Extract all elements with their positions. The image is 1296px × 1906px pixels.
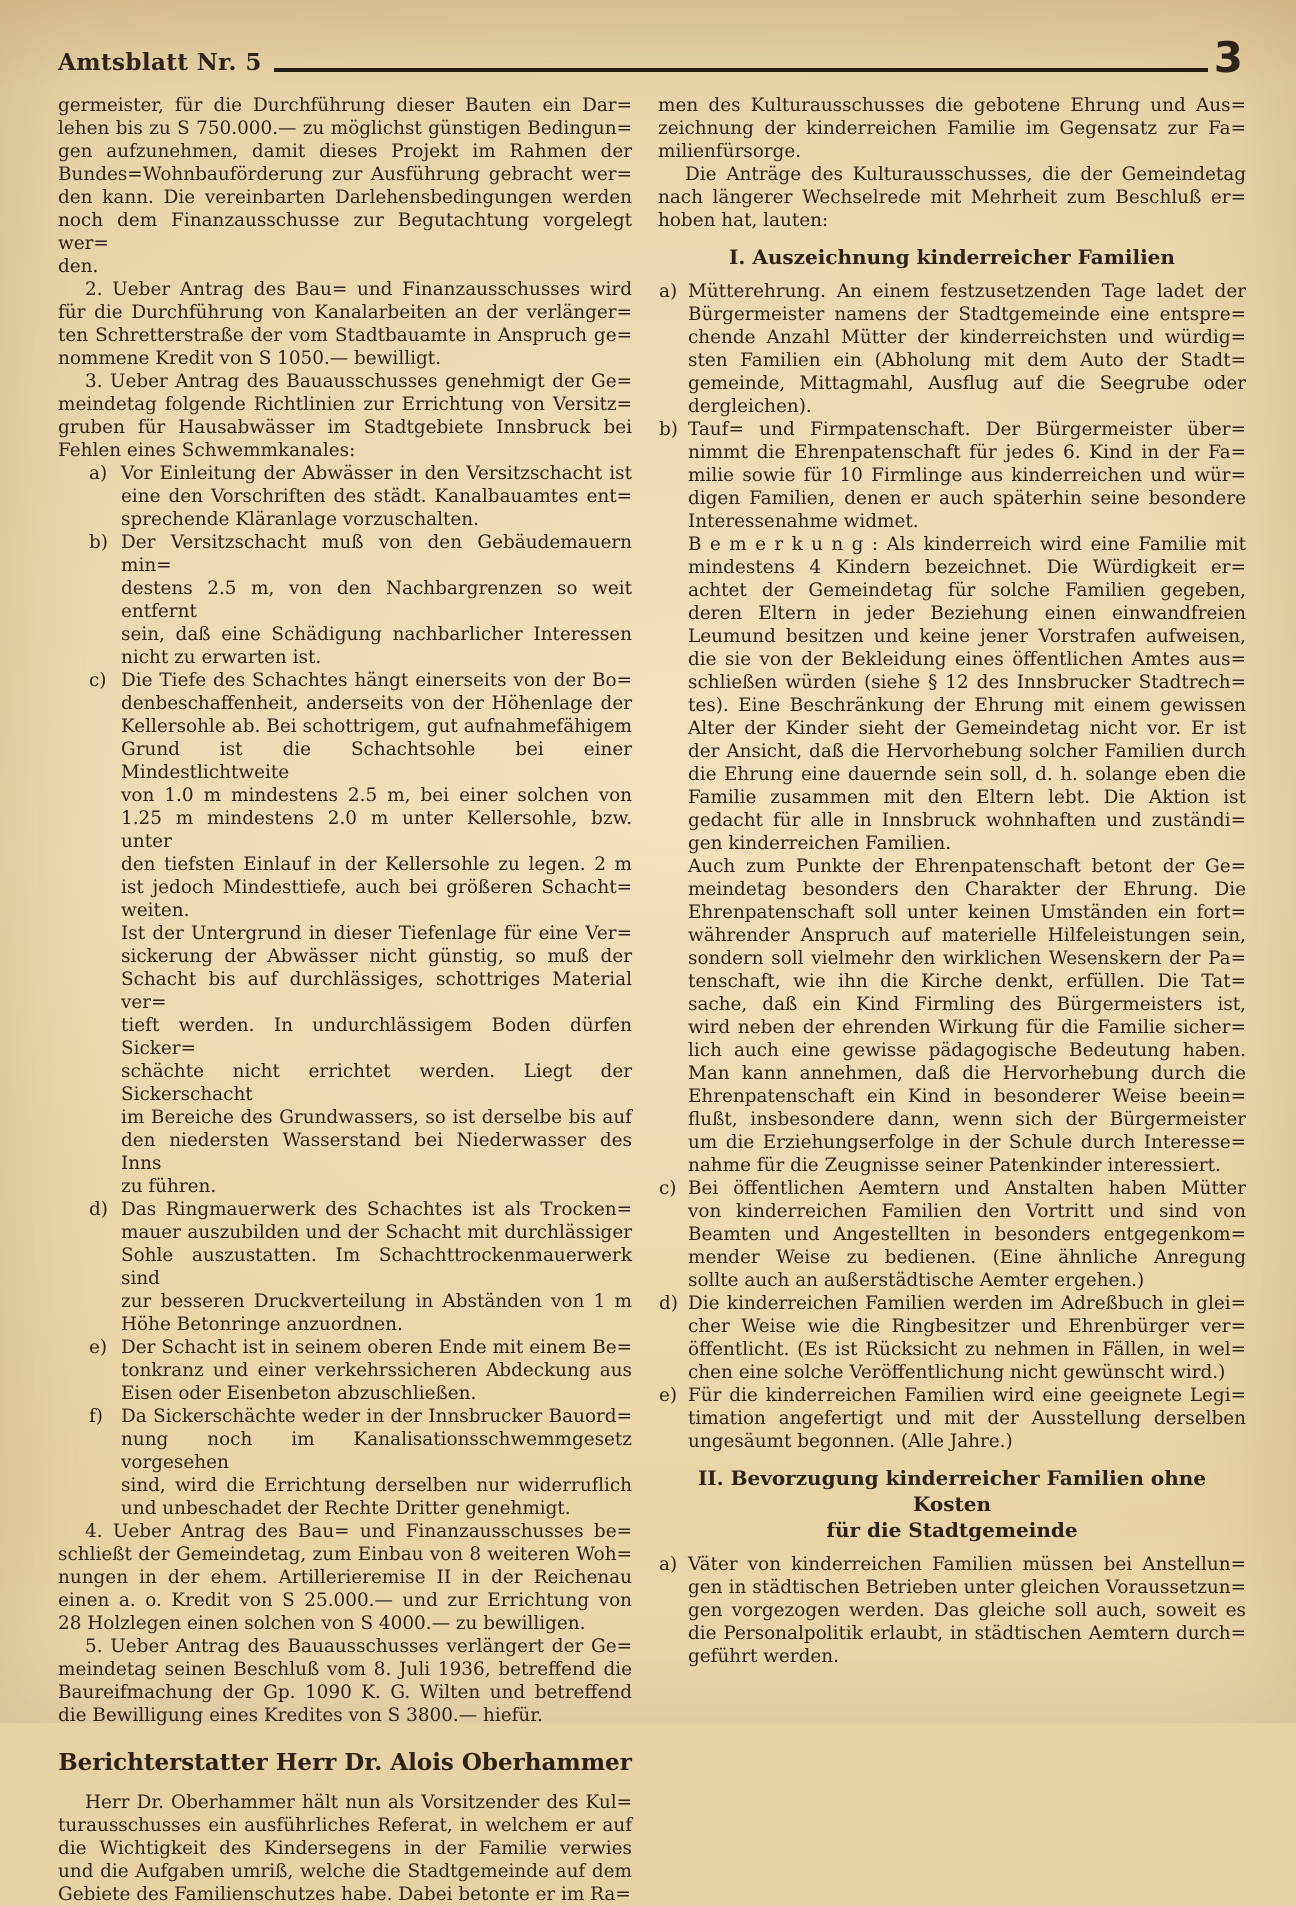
text-line: Ist der Untergrund in dieser Tiefenlage für eine Ver=	[121, 922, 632, 944]
text-line: hoben hat, lauten:	[658, 209, 829, 231]
text-line: Der Schacht ist in seinem oberen Ende mit einem Be=	[121, 1336, 632, 1358]
text-line: von 1.0 m mindestens 2.5 m, bei einer solchen von	[121, 784, 632, 806]
list-item	[58, 922, 632, 1198]
text-line: zur besseren Druckverteilung in Abständen von 1 m	[121, 1290, 632, 1312]
text-line: Sohle auszustatten. Im Schachttrockenmauerwerk sind	[121, 1244, 632, 1289]
text-line: mauer auszubilden und der Schacht mit durchlässiger	[121, 1221, 632, 1243]
list-marker: b)	[659, 418, 678, 440]
list-marker: d)	[89, 1198, 108, 1220]
text-line: mender Weise zu bedienen. (Eine ähnliche Anregung	[688, 1246, 1246, 1268]
text-line: den niedersten Wasserstand bei Niederwasser des Inns	[121, 1129, 632, 1174]
section-heading	[658, 1465, 1246, 1543]
section-heading	[658, 244, 1246, 270]
text-line: Grund ist die Schachtsohle bei einer Mindestlichtweite	[121, 738, 632, 783]
text-line: weiten.	[121, 899, 190, 921]
text-line: Höhe Betonringe anzuordnen.	[121, 1313, 403, 1335]
text-line: eine den Vorschriften des städt. Kanalbauamtes ent=	[121, 485, 632, 507]
text-line: gen aufzunehmen, damit dieses Projekt im Rahmen der	[58, 140, 632, 162]
text-line: Die kinderreichen Familien werden im Adreßbuch in glei=	[688, 1292, 1246, 1314]
text-line: die Personalpolitik erlaubt, in städtischen Aemtern durch=	[688, 1622, 1246, 1644]
right-column	[658, 94, 1246, 1906]
paragraph	[58, 1635, 632, 1727]
text-line: Herr Dr. Oberhammer hält nun als Vorsitzender des Kul=	[85, 1791, 632, 1813]
text-line: gedacht für alle in Innsbruck wohnhaften und zuständi=	[688, 809, 1246, 831]
text-line: ten Schretterstraße der vom Stadtbauamte in Anspruch ge=	[58, 324, 632, 346]
text-line: Das Ringmauerwerk des Schachtes ist als Trocken=	[121, 1198, 632, 1220]
text-line: Fehlen eines Schwemmkanales:	[58, 439, 356, 461]
text-line: Für die kinderreichen Familien wird eine geeignete Legi=	[688, 1384, 1246, 1406]
text-line: Kellersohle ab. Bei schottrigem, gut aufnahmefähigem	[121, 715, 632, 737]
list-item	[58, 669, 632, 922]
text-line: tes). Eine Beschränkung der Ehrung mit einem gewissen	[688, 694, 1246, 716]
text-line: lehen bis zu S 750.000.— zu möglichst günstigen Bedingun=	[58, 117, 632, 139]
left-column	[58, 94, 632, 1906]
text-line: timation angefertigt und mit der Ausstellung derselben	[688, 1407, 1246, 1429]
text-line: II. Bevorzugung kinderreicher Familien ohne Kosten	[697, 1465, 1207, 1516]
list-item	[658, 1553, 1246, 1668]
list-marker: a)	[659, 280, 678, 302]
section-heading	[58, 1748, 632, 1777]
text-line: meindetag folgende Richtlinien zur Errichtung von Versitz=	[58, 393, 632, 415]
text-line: sten Familien ein (Abholung mit dem Auto der Stadt=	[688, 349, 1246, 371]
paragraph	[58, 278, 632, 370]
text-line: deren Eltern in jeder Beziehung einen einwandfreien	[688, 602, 1246, 624]
text-line: nahme für die Zeugnisse seiner Patenkinder interessiert.	[688, 1154, 1221, 1176]
text-line: sprechende Kläranlage vorzuschalten.	[121, 508, 479, 530]
text-line: Man kann annehmen, daß die Hervorhebung durch die	[688, 1062, 1246, 1084]
list-item	[58, 1198, 632, 1336]
text-line: geführt werden.	[688, 1645, 839, 1667]
text-line: die sie von der Bekleidung eines öffentlichen Amtes aus=	[688, 648, 1246, 670]
page-number: 3	[1213, 33, 1244, 82]
text-line: milie sowie für 10 Firmlinge aus kinderreichen und wür=	[688, 464, 1246, 486]
list-item	[658, 1292, 1246, 1384]
text-line: Eisen oder Eisenbeton abzuschließen.	[121, 1382, 477, 1404]
text-line: und unbeschadet der Rechte Dritter genehmigt.	[121, 1497, 571, 1519]
text-line: einen a. o. Kredit von S 25.000.— und zur Errichtung von	[58, 1589, 632, 1611]
text-line: für die Stadtgemeinde	[826, 1517, 1078, 1542]
text-line: germeister, für die Durchführung dieser Bauten ein Dar=	[58, 94, 632, 116]
text-line: den.	[58, 255, 99, 277]
text-line: nung noch im Kanalisationsschwemmgesetz vorgesehen	[121, 1428, 632, 1473]
list-marker: a)	[659, 1553, 678, 1575]
text-line: chende Anzahl Mütter der kinderreichsten und würdig=	[688, 326, 1246, 348]
text-line: Die Tiefe des Schachtes hängt einerseits von der Bo=	[121, 669, 632, 691]
text-line: die Bewilligung eines Kredites von S 3800.— hiefür.	[58, 1704, 543, 1726]
list-item	[658, 1384, 1246, 1453]
text-line: zeichnung der kinderreichen Familie im Gegensatz zur Fa=	[658, 117, 1246, 139]
text-line: gen in städtischen Betrieben unter gleichen Voraussetzun=	[688, 1576, 1246, 1598]
list-item	[658, 418, 1246, 533]
list-marker: e)	[89, 1336, 108, 1358]
text-line: gruben für Hausabwässer im Stadtgebiete Innsbruck bei	[58, 416, 632, 438]
text-line: milienfürsorge.	[658, 140, 802, 162]
list-marker: a)	[89, 462, 108, 484]
text-line: währender Anspruch auf materielle Hilfeleistungen sein,	[688, 924, 1246, 946]
text-line: Der Versitzschacht muß von den Gebäudemauern min=	[121, 531, 632, 576]
text-line: 28 Holzlegen einen solchen von S 4000.— zu bewilligen.	[58, 1612, 586, 1634]
text-line: Ehrenpatenschaft soll unter keinen Umständen ein fort=	[688, 901, 1246, 923]
text-line: Familie zusammen mit den Eltern lebt. Die Aktion ist	[688, 786, 1246, 808]
text-line: Ehrenpatenschaft ein Kind in besonderer Weise beein=	[688, 1085, 1246, 1107]
text-line: öffentlicht. (Es ist Rücksicht zu nehmen in Fällen, in wel=	[688, 1338, 1246, 1360]
text-line: den tiefsten Einlauf in der Kellersohle zu legen. 2 m	[121, 853, 632, 875]
text-line: sollte auch an außerstädtische Aemter ergehen.)	[688, 1269, 1145, 1291]
text-line: Väter von kinderreichen Familien müssen bei Anstellun=	[688, 1553, 1246, 1575]
text-line: nach längerer Wechselrede mit Mehrheit zum Beschluß er=	[658, 186, 1246, 208]
text-line: nimmt die Ehrenpatenschaft für jedes 6. Kind in der Fa=	[688, 441, 1246, 463]
text-line: flußt, insbesondere dann, wenn sich der Bürgermeister	[688, 1108, 1246, 1130]
text-line: zu führen.	[121, 1175, 217, 1197]
text-line: von kinderreichen Familien den Vortritt und sind von	[688, 1200, 1246, 1222]
text-line: tieft werden. In undurchlässigem Boden dürfen Sicker=	[121, 1014, 632, 1059]
text-line: nicht zu erwarten ist.	[121, 646, 322, 668]
text-line: 3. Ueber Antrag des Bauausschusses genehmigt der Ge=	[85, 370, 632, 392]
text-line: Auch zum Punkte der Ehrenpatenschaft betont der Ge=	[688, 855, 1246, 877]
list-marker: c)	[659, 1177, 677, 1199]
paragraph	[58, 1791, 632, 1906]
text-line: Berichterstatter Herr Dr. Alois Oberhammer	[58, 1748, 632, 1776]
text-line: um die Erziehungserfolge in der Schule durch Interesse=	[688, 1131, 1246, 1153]
list-item	[658, 855, 1246, 1177]
list-marker: c)	[89, 669, 107, 691]
text-line: gen kinderreichen Familien.	[688, 832, 952, 854]
text-line: denbeschaffenheit, anderseits von der Höhenlage der	[121, 692, 632, 714]
text-line: Beamten und Angestellten in besonders entgegenkom=	[688, 1223, 1246, 1245]
paragraph	[658, 163, 1246, 232]
list-item	[58, 1405, 632, 1520]
text-line: sickerung der Abwässer nicht günstig, so muß der	[121, 945, 632, 967]
list-marker: f)	[89, 1405, 103, 1427]
text-line: meindetag besonders den Charakter der Ehrung. Die	[688, 878, 1246, 900]
text-line: Mütterehrung. An einem festzusetzenden Tage ladet der	[688, 280, 1246, 302]
text-line: noch dem Finanzausschusse zur Begutachtung vorgelegt wer=	[58, 209, 632, 254]
text-line: men des Kulturausschusses die gebotene Ehrung und Aus=	[658, 94, 1246, 116]
text-line: Da Sickerschächte weder in der Innsbrucker Bauord=	[121, 1405, 632, 1427]
text-line: sein, daß eine Schädigung nachbarlicher Interessen	[121, 623, 632, 645]
paragraph	[58, 94, 632, 278]
text-line: Gebiete des Familienschutzes habe. Dabei betonte er im Ra=	[58, 1883, 631, 1905]
text-line: wird neben der ehrenden Wirkung für die Familie sicher=	[688, 1016, 1246, 1038]
text-line: I. Auszeichnung kinderreicher Familien	[729, 244, 1175, 269]
text-line: schließen würden (siehe § 12 des Innsbrucker Stadtrech=	[688, 671, 1246, 693]
list-item	[58, 462, 632, 531]
text-line: Bei öffentlichen Aemtern und Anstalten haben Mütter	[688, 1177, 1246, 1199]
text-line: chen eine solche Veröffentlichung nicht gewünscht wird.)	[688, 1361, 1226, 1383]
paragraph	[658, 94, 1246, 163]
paragraph	[58, 1520, 632, 1635]
text-line: meindetag seinen Beschluß vom 8. Juli 1936, betreffend die	[58, 1658, 632, 1680]
text-line: 2. Ueber Antrag des Bau= und Finanzausschusses wird	[85, 278, 632, 300]
text-line: achtet der Gemeindetag für solche Familien gegeben,	[688, 579, 1246, 601]
text-line: für die Durchführung von Kanalarbeiten an der verlänger=	[58, 301, 632, 323]
text-line: 1.25 m mindestens 2.0 m unter Kellersohle, bzw. unter	[121, 807, 632, 852]
text-line: Die Anträge des Kulturausschusses, die der Gemeindetag	[685, 163, 1246, 185]
text-line: die Ehrung eine dauernde sein soll, d. h. solange eben die	[688, 763, 1246, 785]
list-item	[58, 531, 632, 669]
text-line: die Wichtigkeit des Kindersegens in der Familie verwies	[58, 1837, 632, 1859]
text-line: ungesäumt begonnen. (Alle Jahre.)	[688, 1430, 1013, 1452]
page-body	[0, 76, 1296, 1906]
text-line: Baureifmachung der Gp. 1090 K. G. Wilten und betreffend	[58, 1681, 632, 1703]
text-line: schließt der Gemeindetag, zum Einbau von 8 weiteren Woh=	[58, 1543, 632, 1565]
text-line: tonkranz und einer verkehrssicheren Abdeckung aus	[121, 1359, 632, 1381]
text-line: Interessenahme widmet.	[688, 510, 919, 532]
list-marker: e)	[659, 1384, 678, 1406]
text-line: turausschusses ein ausführliches Referat, in welchem er auf	[58, 1814, 632, 1836]
text-line: ist jedoch Mindesttiefe, auch bei größeren Schacht=	[121, 876, 632, 898]
text-line: nommene Kredit von S 1050.— bewilligt.	[58, 347, 441, 369]
text-line: B e m e r k u n g : Als kinderreich wird eine Familie mit	[688, 533, 1246, 555]
list-item	[58, 1336, 632, 1405]
text-line: Alter der Kinder sieht der Gemeindetag nicht vor. Er ist	[688, 717, 1246, 739]
list-item	[658, 280, 1246, 418]
text-line: 5. Ueber Antrag des Bauausschusses verlängert der Ge=	[85, 1635, 632, 1657]
list-marker: d)	[659, 1292, 678, 1314]
page-header	[0, 0, 1296, 82]
text-line: Bürgermeister namens der Stadtgemeinde eine entspre=	[688, 303, 1246, 325]
list-marker: b)	[89, 531, 108, 553]
text-line: lich auch eine gewisse pädagogische Bedeutung haben.	[688, 1039, 1246, 1061]
text-line: im Bereiche des Grundwassers, so ist derselbe bis auf	[121, 1106, 632, 1128]
header-rule	[274, 67, 1208, 72]
list-item	[658, 1177, 1246, 1292]
text-line: destens 2.5 m, von den Nachbargrenzen so weit entfernt	[121, 577, 632, 622]
text-line: Bundes=Wohnbauförderung zur Ausführung gebracht wer=	[58, 163, 632, 185]
paragraph	[58, 370, 632, 462]
text-line: sache, daß ein Kind Firmling des Bürgermeisters ist,	[688, 993, 1246, 1015]
text-line: 4. Ueber Antrag des Bau= und Finanzausschusses be=	[85, 1520, 632, 1542]
text-line: Vor Einleitung der Abwässer in den Versitzschacht ist	[121, 462, 632, 484]
masthead-title: Amtsblatt Nr. 5	[58, 48, 262, 76]
text-line: dergleichen).	[688, 395, 812, 417]
text-line: cher Weise wie die Ringbesitzer und Ehrenbürger ver=	[688, 1315, 1246, 1337]
text-line: Schacht bis auf durchlässiges, schottriges Material ver=	[121, 968, 632, 1013]
text-line: Leumund besitzen und keine jener Vorstrafen aufweisen,	[688, 625, 1246, 647]
text-line: sind, wird die Errichtung derselben nur widerruflich	[121, 1474, 632, 1496]
text-line: Tauf= und Firmpatenschaft. Der Bürgermeister über=	[688, 418, 1246, 440]
text-line: digen Familien, denen er auch späterhin seine besondere	[688, 487, 1246, 509]
text-line: gemeinde, Mittagmahl, Ausflug auf die Seegrube oder	[688, 372, 1246, 394]
text-line: mindestens 4 Kindern bezeichnet. Die Würdigkeit er=	[688, 556, 1246, 578]
text-line: der Ansicht, daß die Hervorhebung solcher Familien durch	[688, 740, 1246, 762]
text-line: gen vorgezogen werden. Das gleiche soll auch, soweit es	[688, 1599, 1246, 1621]
list-item	[658, 533, 1246, 855]
text-line: sondern soll vielmehr den wirklichen Wesenskern der Pa=	[688, 947, 1246, 969]
text-line: tenschaft, wie ihn die Kirche denkt, erfüllen. Die Tat=	[688, 970, 1246, 992]
text-line: den kann. Die vereinbarten Darlehensbedingungen werden	[58, 186, 632, 208]
text-line: nungen in der ehem. Artillerieremise II in der Reichenau	[58, 1566, 632, 1588]
text-line: und die Aufgaben umriß, welche die Stadtgemeinde auf dem	[58, 1860, 632, 1882]
text-line: schächte nicht errichtet werden. Liegt der Sickerschacht	[121, 1060, 632, 1105]
